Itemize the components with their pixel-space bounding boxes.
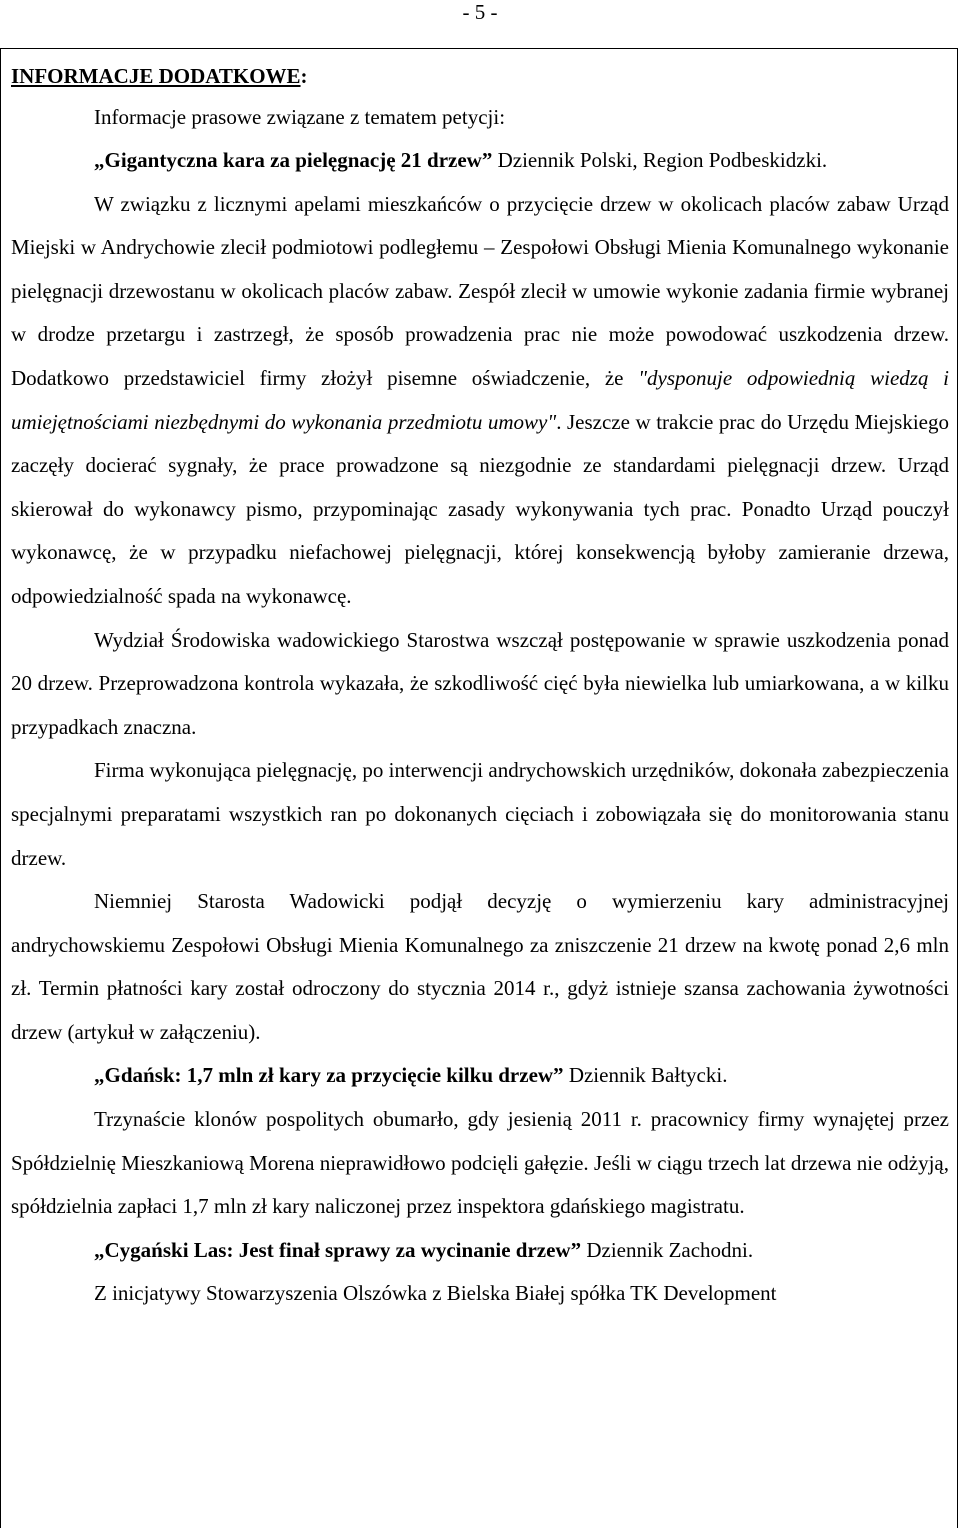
article-1-paragraph-4: Niemniej Starosta Wadowicki podjął decyzję o wymierzeniu kary administracyjnej andrychowskiemu Zespołowi Obsługi Mienia Komunalnego za zniszczenie 21 drzew na kwotę ponad 2,6 mln zł. Termin płatności kary został odroczony do stycznia 2014 r., gdyż istnieje szansa zachowania żywotności drzew (artykuł w załączeniu). (11, 889, 949, 1044)
section-title: INFORMACJE DODATKOWE: (11, 64, 308, 88)
article-2-heading (11, 1054, 949, 1098)
article-1-headline: „Gigantyczna kara za pielęgnację 21 drzew” (94, 148, 493, 172)
article-3-paragraph-1: Z inicjatywy Stowarzyszenia Olszówka z Bielska Białej spółka TK Development (94, 1281, 777, 1306)
article-3-heading (11, 1229, 949, 1273)
article-2-paragraph-1: Trzynaście klonów pospolitych obumarło, gdy jesienią 2011 r. pracownicy firmy wynajętej przez Spółdzielnię Mieszkaniową Morena nieprawidłowo podcięli gałęzie. Jeśli w ciągu trzech lat drzewa nie odżyją, spółdzielnia zapłaci 1,7 mln zł kary naliczonej przez inspektora gdańskiego magistratu. (11, 1107, 949, 1219)
article-3-source: Dziennik Zachodni. (586, 1237, 754, 1262)
article-1-paragraph-2: Wydział Środowiska wadowickiego Starostwa wszczął postępowanie w sprawie uszkodzenia ponad 20 drzew. Przeprowadzona kontrola wykazała, że szkodliwość cięć była niewielka lub umiarkowana, a w kilku przypadkach znaczna. (11, 627, 949, 739)
article-2-source: Dziennik Bałtycki. (568, 1063, 728, 1088)
quoted-statement: "dysponuje odpowiednią wiedzą i umiejętnościami niezbędnymi do wykonania przedmiotu umowy" (11, 365, 949, 434)
article-2-headline: „Gdańsk: 1,7 mln zł kary za przycięcie kilku drzew” (94, 1063, 564, 1088)
page-number: - 5 - (462, 0, 498, 24)
article-1-paragraph-1: W związku z licznymi apelami mieszkańców o przycięcie drzew w okolicach placów zabaw Urząd Miejski w Andrychowie zlecił podmiotowi podległemu – Zespołowi Obsługi Mienia Komunalnego wykonanie pielęgnacji drzewostanu w okolicach placów zabaw. Zespół zlecił w umowie wykonie zadania firmie wybranej w drodze przetargu i zastrzegł, że sposób prowadzenia prac nie może powodować uszkodzenia drzew. Dodatkowo przedstawiciel firmy złożył pisemne oświadczenie, że "dysponuje odpowiednią wiedzą i umiejętnościami niezbędnymi do wykonania przedmiotu umowy". Jeszcze w trakcie prac do Urzędu Miejskiego zaczęły docierać sygnały, że prace prowadzone są niezgodnie ze standardami pielęgnacji drzew. Urząd skierował do wykonawcy pismo, przypominając zasady wykonywania tych prac. Ponadto Urząd pouczył wykonawcę, że w przypadku niefachowej pielęgnacji, której konsekwencją byłoby zamieranie drzewa, odpowiedzialność spada na wykonawcę. (11, 191, 949, 608)
intro-line: Informacje prasowe związane z tematem petycji: (94, 105, 506, 129)
article-1-heading (11, 139, 949, 183)
document-body (11, 56, 949, 1316)
article-3-headline: „Cygański Las: Jest finał sprawy za wycinanie drzew” (94, 1237, 582, 1262)
article-1-source: Dziennik Polski, Region Podbeskidzki. (497, 148, 828, 172)
article-1-paragraph-3: Firma wykonująca pielęgnację, po interwencji andrychowskich urzędników, dokonała zabezpieczenia specjalnymi preparatami wszystkich ran po dokonanych cięciach i zobowiązała się do monitorowania stanu drzew. (11, 758, 949, 870)
